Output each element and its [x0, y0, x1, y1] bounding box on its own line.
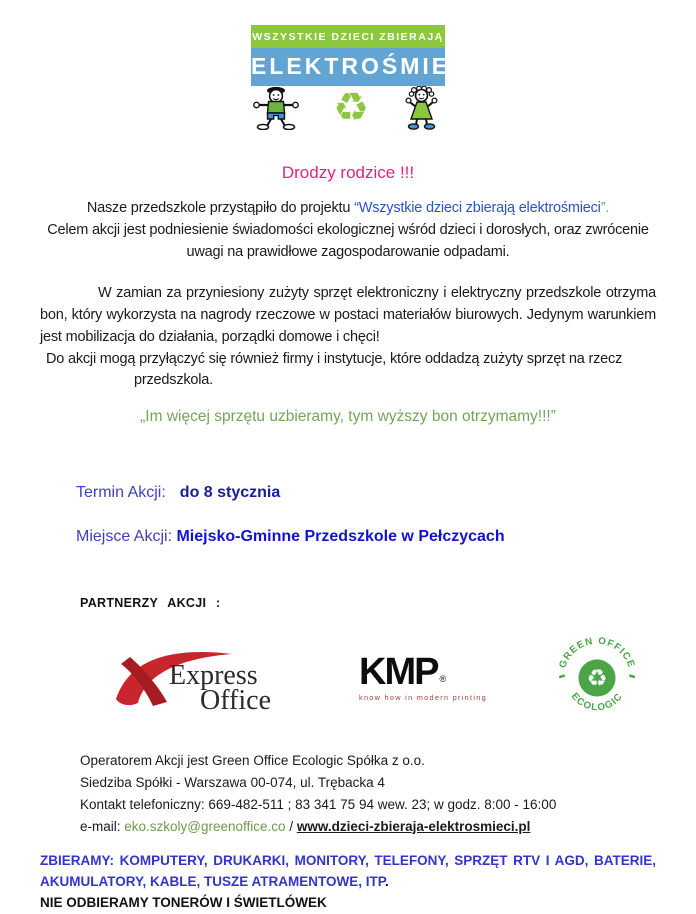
operator-line-1: Operatorem Akcji jest Green Office Ecologic Spółka z o.o.: [80, 753, 425, 768]
body-paragraph-1: W zamian za przyniesiony zużyty sprzęt elektroniczny i elektryczny przedszkole otrzyma bon, który wykorzysta na nagrody rzeczowe w postaci materiałów biurowych. Jedynym warunkiem jest mobilizacja do działania, porządki domowe i chęci!: [40, 285, 656, 345]
logo-figures: [251, 86, 445, 130]
logo-main-bar: [251, 48, 480, 86]
logo-top-bar: [251, 25, 445, 48]
office-text: Office: [200, 685, 271, 716]
project-name-quote: “Wszystkie dzieci zbierają elektrośmieci: [354, 200, 601, 216]
badge-top-text: GREEN OFFICE: [557, 636, 637, 670]
campaign-quote: „Im więcej sprzętu uzbieramy, tym wyższy bon otrzymamy!!!”: [140, 408, 556, 425]
logo-top-text: WSZYSTKIE DZIECI ZBIERAJĄ: [252, 31, 444, 43]
termin-value: do 8 stycznia: [179, 484, 281, 501]
kmp-wordmark: [359, 650, 487, 693]
miejsce-akcji-line: [76, 528, 696, 546]
kmp-name-text: KMP: [359, 650, 438, 693]
body-paragraph-2-line1: Do akcji mogą przyłączyć się również firmy i instytucje, które oddadzą zużyty sprzęt na rzecz: [46, 350, 623, 367]
express-office-logo: [112, 637, 290, 717]
badge-recycle-icon: ♻: [586, 664, 608, 691]
recycling-symbol-icon: ♻: [333, 86, 369, 130]
kmp-tagline: know how in modern printing: [359, 692, 487, 702]
express-text: Express: [169, 660, 258, 691]
operator-contact-line: [80, 816, 656, 838]
partner-logos-row: [112, 634, 638, 720]
nie-odbieramy-note: NIE ODBIERAMY TONERÓW I ŚWIETLÓWEK: [40, 895, 327, 911]
kmp-logo: [359, 650, 487, 702]
operator-line-2: Siedziba Spółki - Warszawa 00-074, ul. Trębacka 4: [80, 774, 385, 790]
email-link[interactable]: eko.szkoly@greenoffice.co: [124, 818, 286, 834]
miejsce-label: Miejsce Akcji:: [76, 528, 177, 545]
kmp-registered-mark: ®: [439, 673, 447, 684]
girl-figure-icon: [400, 86, 444, 130]
contact-separator: /: [285, 818, 297, 834]
body-text: [40, 283, 656, 392]
operator-info: [80, 750, 656, 837]
intro-lead: Nasze przedszkole przystąpiło do projektu: [86, 200, 355, 216]
email-label: e-mail:: [80, 818, 125, 834]
campaign-logo: [251, 25, 480, 130]
page-title: Drodzy rodzice !!!: [281, 163, 415, 182]
intro-paragraph: [40, 198, 656, 263]
miejsce-value: Miejsko-Gminne Przedszkole w Pełczycach: [176, 528, 505, 545]
project-name-tail: ”.: [600, 200, 610, 216]
website-link[interactable]: www.dzieci-zbieraja-elektrosmieci.pl: [296, 818, 531, 834]
badge-bottom-text: ECOLOGIC: [568, 690, 626, 714]
zbieramy-period: .: [385, 874, 389, 890]
green-office-ecologic-badge: [556, 636, 638, 718]
operator-line-3: Kontakt telefoniczny: 669-482-511 ; 83 341 75 94 wew. 23; w godz. 8:00 - 16:00: [80, 796, 557, 812]
partners-heading: PARTNERZY AKCJI :: [80, 596, 221, 610]
termin-akcji-line: [76, 484, 696, 502]
zbieramy-text: ZBIERAMY: KOMPUTERY, DRUKARKI, MONITORY, TELEFONY, SPRZĘT RTV I AGD, BATERIE, AKUMULATORY, KABLE, TUSZE ATRAMENTOWE, ITP: [40, 853, 656, 890]
logo-main-text: ELEKTROŚMIECI: [251, 53, 480, 79]
body-paragraph-2-line2: przedszkola.: [134, 372, 213, 389]
termin-label: Termin Akcji:: [76, 484, 166, 501]
body-paragraph-2: [46, 349, 656, 393]
boy-figure-icon: [252, 86, 302, 130]
zbieramy-list: [40, 851, 656, 893]
intro-rest: Celem akcji jest podniesienie świadomości ekologicznej wśród dzieci i dorosłych, oraz zwrócenie uwagi na prawidłowe zagospodarowanie odpadami.: [47, 221, 649, 260]
